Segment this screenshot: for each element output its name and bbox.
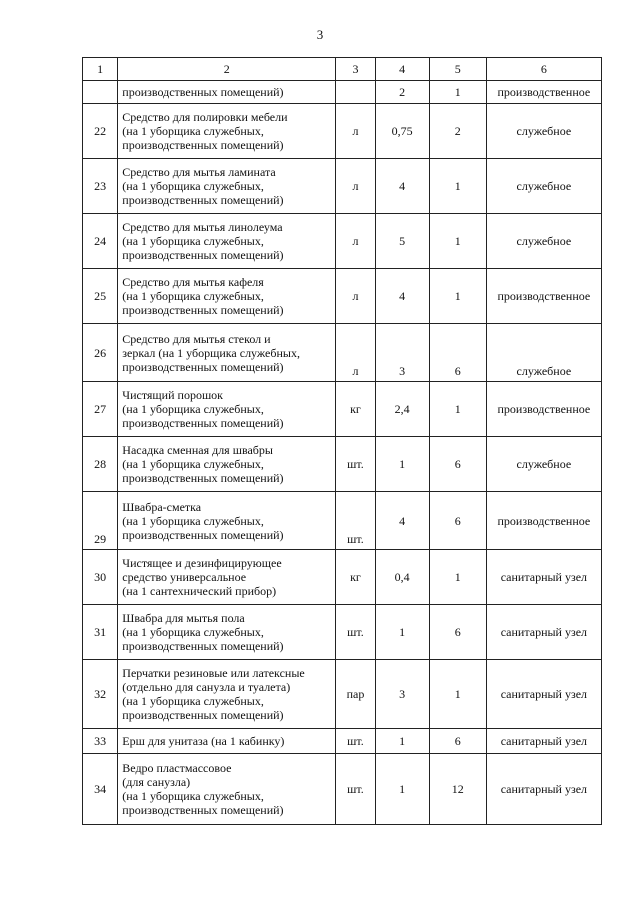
row-number: 23 [83, 159, 118, 214]
quantity: 4 [375, 492, 429, 550]
unit: шт. [336, 492, 375, 550]
item-name: Средство для мытья стекол и зеркал (на 1 уборщика служебных, производственных помещений) [118, 324, 336, 382]
period: 6 [429, 492, 486, 550]
premises-type: санитарный узел [486, 754, 601, 825]
unit: шт. [336, 729, 375, 754]
period: 1 [429, 382, 486, 437]
period: 1 [429, 81, 486, 104]
premises-type: производственное [486, 492, 601, 550]
period: 1 [429, 214, 486, 269]
premises-type: санитарный узел [486, 550, 601, 605]
period: 6 [429, 324, 486, 382]
quantity: 2,4 [375, 382, 429, 437]
quantity: 0,4 [375, 550, 429, 605]
unit: шт. [336, 437, 375, 492]
premises-type: санитарный узел [486, 660, 601, 729]
row-number: 32 [83, 660, 118, 729]
item-name: Чистящее и дезинфицирующее средство универсальное (на 1 сантехнический прибор) [118, 550, 336, 605]
table-row [83, 660, 602, 729]
premises-type: санитарный узел [486, 605, 601, 660]
header-cell: 2 [118, 58, 336, 81]
unit: л [336, 324, 375, 382]
header-cell: 1 [83, 58, 118, 81]
quantity: 3 [375, 660, 429, 729]
quantity: 3 [375, 324, 429, 382]
period: 12 [429, 754, 486, 825]
period: 2 [429, 104, 486, 159]
quantity: 1 [375, 605, 429, 660]
quantity: 4 [375, 159, 429, 214]
row-number: 33 [83, 729, 118, 754]
item-name: Швабра-сметка (на 1 уборщика служебных, производственных помещений) [118, 492, 336, 550]
header-cell: 5 [429, 58, 486, 81]
period: 1 [429, 660, 486, 729]
period: 1 [429, 550, 486, 605]
unit: шт. [336, 605, 375, 660]
row-number: 31 [83, 605, 118, 660]
header-cell: 6 [486, 58, 601, 81]
unit: л [336, 159, 375, 214]
table-row [83, 729, 602, 754]
row-number: 30 [83, 550, 118, 605]
item-name: Ведро пластмассовое (для санузла) (на 1 уборщика служебных, производственных помещений) [118, 754, 336, 825]
unit: л [336, 214, 375, 269]
continuation-row [83, 81, 602, 104]
unit: л [336, 269, 375, 324]
row-number: 28 [83, 437, 118, 492]
item-name: производственных помещений) [118, 81, 336, 104]
table-row [83, 104, 602, 159]
period: 6 [429, 729, 486, 754]
table-row [83, 269, 602, 324]
quantity: 4 [375, 269, 429, 324]
item-name: Чистящий порошок (на 1 уборщика служебных, производственных помещений) [118, 382, 336, 437]
item-name: Перчатки резиновые или латексные (отдельно для санузла и туалета) (на 1 уборщика служебных, производственных помещений) [118, 660, 336, 729]
premises-type: служебное [486, 437, 601, 492]
quantity: 5 [375, 214, 429, 269]
premises-type: производственное [486, 81, 601, 104]
unit: кг [336, 550, 375, 605]
table-row [83, 605, 602, 660]
supplies-table [82, 57, 602, 825]
quantity: 0,75 [375, 104, 429, 159]
unit: л [336, 104, 375, 159]
item-name: Средство для мытья кафеля (на 1 уборщика служебных, производственных помещений) [118, 269, 336, 324]
premises-type: служебное [486, 324, 601, 382]
page-number: 3 [316, 27, 324, 42]
row-number: 26 [83, 324, 118, 382]
premises-type: производственное [486, 382, 601, 437]
table-row [83, 324, 602, 382]
row-number: 27 [83, 382, 118, 437]
item-name: Ерш для унитаза (на 1 кабинку) [118, 729, 336, 754]
premises-type: служебное [486, 214, 601, 269]
unit: кг [336, 382, 375, 437]
table-row [83, 492, 602, 550]
header-row [83, 58, 602, 81]
row-number [83, 81, 118, 104]
quantity: 1 [375, 437, 429, 492]
quantity: 1 [375, 754, 429, 825]
row-number: 24 [83, 214, 118, 269]
item-name: Средство для мытья ламината (на 1 уборщика служебных, производственных помещений) [118, 159, 336, 214]
table-row [83, 550, 602, 605]
table-row [83, 754, 602, 825]
quantity: 1 [375, 729, 429, 754]
premises-type: служебное [486, 159, 601, 214]
item-name: Швабра для мытья пола (на 1 уборщика служебных, производственных помещений) [118, 605, 336, 660]
header-cell: 3 [336, 58, 375, 81]
quantity: 2 [375, 81, 429, 104]
table-row [83, 382, 602, 437]
period: 6 [429, 605, 486, 660]
premises-type: производственное [486, 269, 601, 324]
row-number: 29 [83, 492, 118, 550]
period: 1 [429, 269, 486, 324]
table-row [83, 437, 602, 492]
premises-type: санитарный узел [486, 729, 601, 754]
header-cell: 4 [375, 58, 429, 81]
unit: пар [336, 660, 375, 729]
row-number: 34 [83, 754, 118, 825]
table-row [83, 214, 602, 269]
table-row [83, 159, 602, 214]
row-number: 22 [83, 104, 118, 159]
unit [336, 81, 375, 104]
period: 6 [429, 437, 486, 492]
row-number: 25 [83, 269, 118, 324]
item-name: Насадка сменная для швабры (на 1 уборщика служебных, производственных помещений) [118, 437, 336, 492]
period: 1 [429, 159, 486, 214]
item-name: Средство для мытья линолеума (на 1 уборщика служебных, производственных помещений) [118, 214, 336, 269]
item-name: Средство для полировки мебели (на 1 уборщика служебных, производственных помещений) [118, 104, 336, 159]
premises-type: служебное [486, 104, 601, 159]
unit: шт. [336, 754, 375, 825]
